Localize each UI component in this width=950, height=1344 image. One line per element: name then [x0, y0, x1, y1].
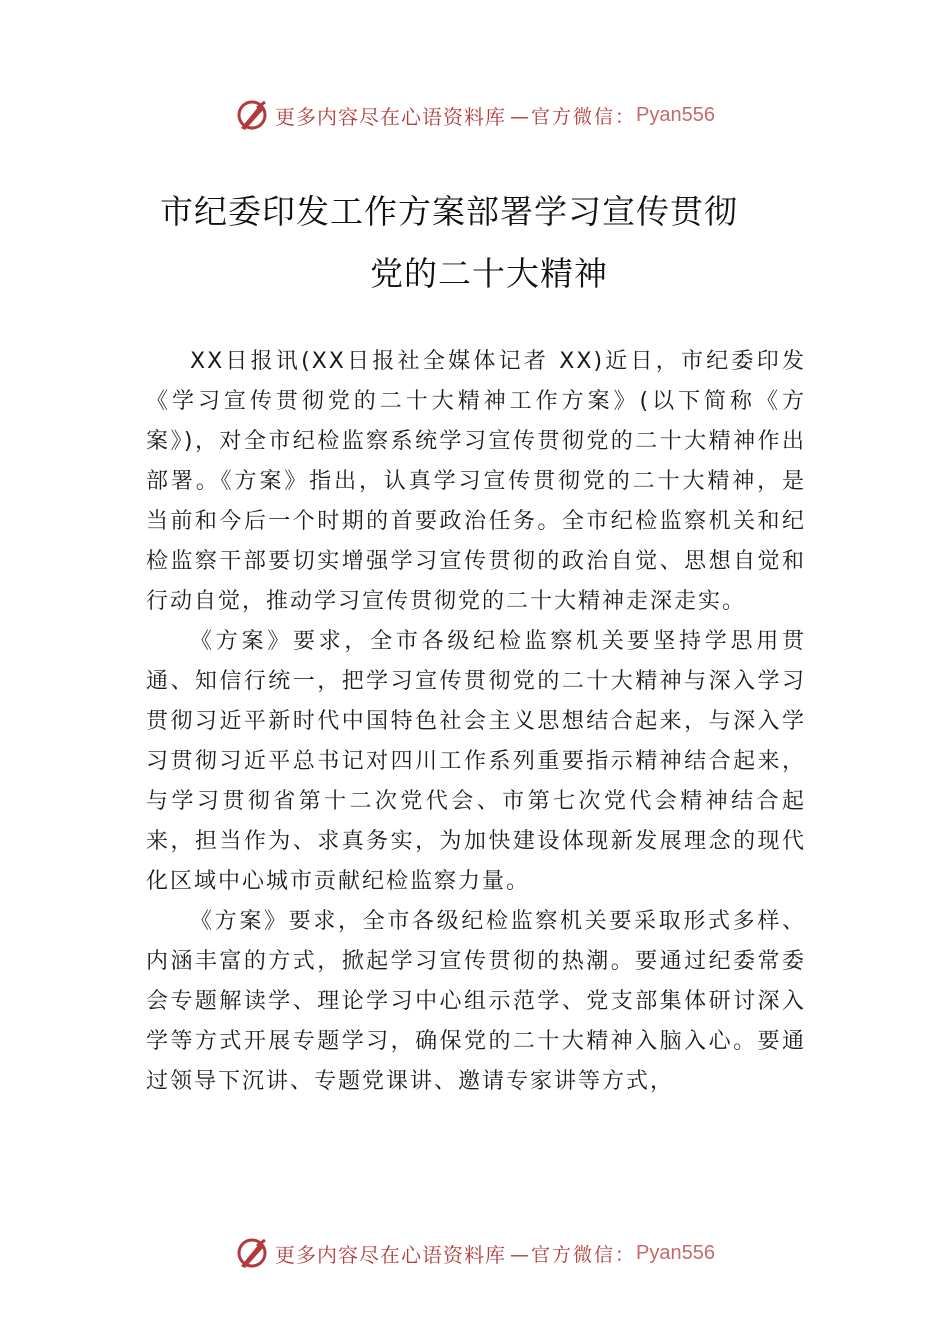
- banner-main-text: 更多内容尽在心语资料库: [275, 104, 506, 129]
- footer-banner: [0, 1233, 950, 1273]
- pen-logo-icon: [235, 98, 269, 132]
- banner-sub-text: —官方微信：: [510, 1243, 637, 1266]
- title-line-1: 市纪委印发工作方案部署学习宣传贯彻: [160, 192, 738, 231]
- banner-wechat-id: Pyan556: [636, 103, 715, 126]
- header-banner: [0, 95, 950, 135]
- article-body: [146, 342, 806, 1102]
- paragraph-3: 《方案》要求，全市各级纪检监察机关要采取形式多样、内涵丰富的方式，掀起学习宣传贯彻的热潮。要通过纪委常委会专题解读学、理论学习中心组示范学、党支部集体研讨深入学等方式开展专题学习，确保党的二十大精神入脑入心。要通过领导下沉讲、专题党课讲、邀请专家讲等方式，: [146, 909, 806, 1094]
- paragraph-2: 《方案》要求，全市各级纪检监察机关要坚持学思用贯通、知信行统一，把学习宣传贯彻党的二十大精神与深入学习贯彻习近平新时代中国特色社会主义思想结合起来，与深入学习贯彻习近平总书记对四川工作系列重要指示精神结合起来，与学习贯彻省第十二次党代会、市第七次党代会精神结合起来，担当作为、求真务实，为加快建设体现新发展理念的现代化区域中心城市贡献纪检监察力量。: [146, 629, 806, 894]
- banner-sub-text: —官方微信：: [510, 105, 637, 128]
- paragraph-1: XX日报讯(XX日报社全媒体记者 XX)近日，市纪委印发《学习宣传贯彻党的二十大精神工作方案》(以下简称《方案》)，对全市纪检监察系统学习宣传贯彻党的二十大精神作出部署。《方案》指出，认真学习宣传贯彻党的二十大精神，是当前和今后一个时期的首要政治任务。全市纪检监察机关和纪检监察干部要切实增强学习宣传贯彻的政治自觉、思想自觉和行动自觉，推动学习宣传贯彻党的二十大精神走深走实。: [146, 349, 806, 614]
- pen-logo-icon: [235, 1236, 269, 1270]
- banner-main-text: 更多内容尽在心语资料库: [275, 1242, 506, 1267]
- banner-wechat-id: Pyan556: [636, 1241, 715, 1264]
- title-line-2: 党的二十大精神: [370, 254, 608, 293]
